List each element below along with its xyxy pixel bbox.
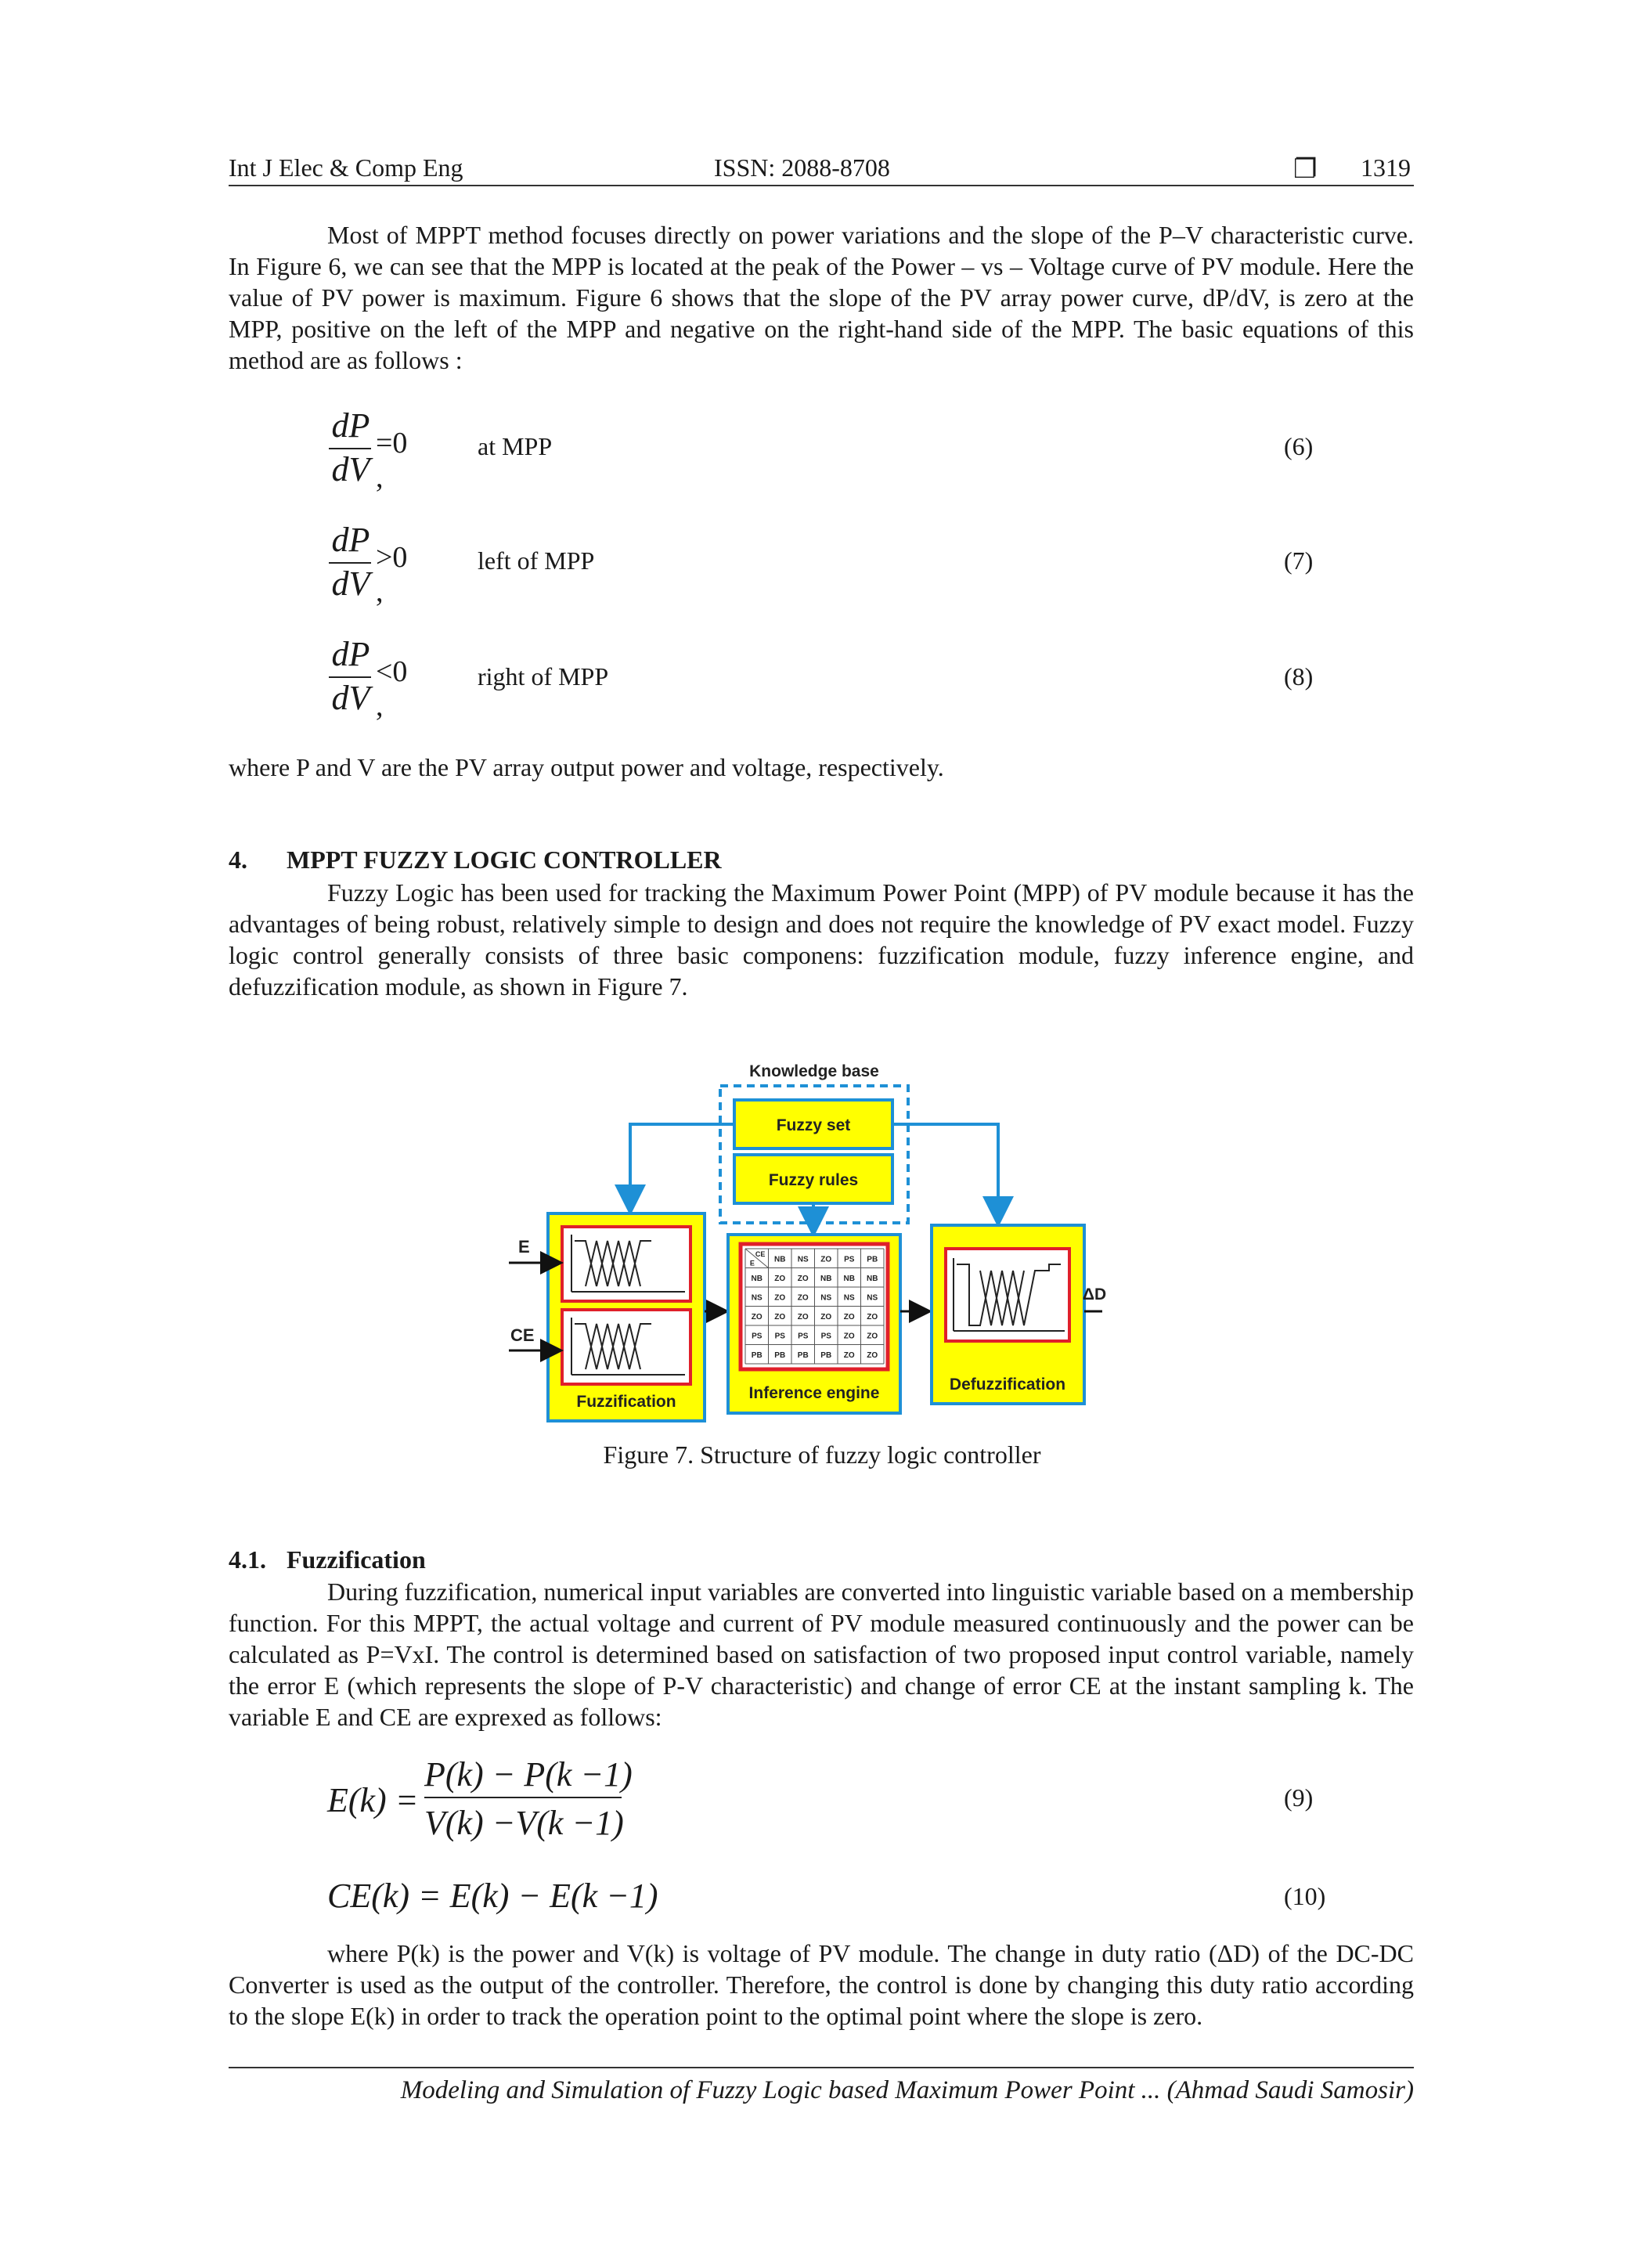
figure-caption: Figure 7. Structure of fuzzy logic controller [603,1440,1041,1469]
eq6-numerator: dP [331,406,370,445]
section-4-1-heading: Fuzzification [287,1545,426,1574]
journal-name: Int J Elec & Comp Eng [229,153,463,182]
rule-column-header: PS [844,1255,855,1264]
rule-cell: ZO [843,1313,855,1322]
closing-paragraph: where P(k) is the power and V(k) is voltage of PV module. The change in duty ratio (ΔD) of the DC-DC Converter is used as the output of the controller. Therefore, the control is done by changing this duty ratio according to the slope E(k) in order to track the operation point to the optimal point where the slope is zero. [229,1939,1414,2030]
rule-cell: PS [774,1332,785,1341]
eq7-denominator: dV [331,564,370,603]
section-4-heading: MPPT FUZZY LOGIC CONTROLLER [287,846,722,874]
eq8-numerator: dP [331,635,370,673]
rule-cell: ZO [797,1313,809,1322]
rule-cell: ZO [797,1293,809,1303]
eq9-label: (9) [1284,1783,1314,1812]
ce-membership-chart [562,1310,690,1384]
rule-column-header: NB [774,1255,786,1264]
rule-cell: ZO [774,1313,786,1322]
footer-rule [229,2067,1414,2068]
rule-cell: NB [820,1275,832,1284]
rule-cell: ZO [867,1313,878,1322]
rule-cell: NS [843,1293,855,1303]
rule-cell: PB [797,1351,809,1361]
rule-cell: PB [774,1351,786,1361]
rule-column-header: NS [797,1255,809,1264]
eq6-label: (6) [1284,432,1314,460]
eq9-denominator: V(k) −V(k −1) [424,1804,624,1842]
header-rule [229,185,1414,186]
rule-cell: NB [843,1275,855,1284]
section-4-number: 4. [229,846,247,874]
rule-cell: NB [867,1275,878,1284]
eq7-relation: >0 , [376,541,408,608]
rule-cell: PS [820,1332,831,1341]
rule-cell: ZO [774,1275,786,1284]
rule-cell: PB [820,1351,832,1361]
rule-cell: ZO [867,1332,878,1341]
eq7-label: (7) [1284,546,1314,575]
eq8-label: (8) [1284,662,1314,690]
rule-column-header: ZO [820,1255,832,1264]
footer-text: Modeling and Simulation of Fuzzy Logic based Maximum Power Point ... (Ahmad Saudi Samosir) [400,2076,1414,2104]
eq6-relation: =0 , [376,427,408,494]
rule-row-header: PB [751,1351,763,1361]
rule-cell: ZO [867,1351,878,1361]
eq9-lhs: E(k) = [327,1781,419,1819]
fuzzy-rules-label: Fuzzy rules [768,1171,859,1189]
rule-corner-ce: CE [755,1250,766,1258]
fuzzification-label: Fuzzification [576,1393,676,1411]
fuzzy-controller-diagram [493,1053,1107,1429]
output-label: ΔD [1082,1285,1107,1303]
rule-cell: PS [798,1332,809,1341]
page-number: 1319 [1361,153,1411,182]
knowledge-base-label: Knowledge base [749,1062,879,1080]
eq8-condition: right of MPP [478,662,609,690]
eq7-numerator: dP [331,521,370,559]
issn: ISSN: 2088-8708 [714,153,890,182]
eq6-denominator: dV [331,450,370,489]
eq10: CE(k) = E(k) − E(k −1) [327,1877,658,1915]
rule-column-header: PB [867,1255,878,1264]
inference-engine-label: Inference engine [748,1384,880,1402]
intro-paragraph: Most of MPPT method focuses directly on power variations and the slope of the P–V characteristic curve. In Figure 6, we can see that the MPP is located at the peak of the Power – vs – Voltage curve of PV module. Here the value of PV power is maximum. Figure 6 shows that the slope of the PV array power curve, dP/dV, is zero at the MPP, positive on the left of the MPP and negative on the right-hand side of the MPP. The basic equations of this method are as follows : [229,221,1414,374]
fuzzy-set-label: Fuzzy set [776,1116,851,1134]
eq8-denominator: dV [331,679,370,717]
rule-cell: ZO [820,1313,832,1322]
eq10-label: (10) [1284,1882,1326,1910]
where-text: where P and V are the PV array output power and voltage, respectively. [229,753,944,781]
section-4-1-number: 4.1. [229,1545,266,1574]
rule-cell: ZO [843,1351,855,1361]
box-icon: ❐ [1293,155,1318,184]
section-4-paragraph: Fuzzy Logic has been used for tracking the Maximum Power Point (MPP) of PV module because it has the advantages of being robust, relatively simple to design and does not require the knowledge of PV exact model. Fuzzy logic control generally consists of three basic componens: fuzzification module, fuzzy inference engine, and defuzzification module, as shown in Figure 7. [229,878,1414,1001]
eq6-condition: at MPP [478,432,553,460]
eq7-condition: left of MPP [478,546,595,575]
eq9-bar [424,1797,622,1798]
rule-cell: NS [867,1293,878,1303]
eq9-numerator: P(k) − P(k −1) [424,1755,633,1794]
e-membership-chart [562,1227,690,1301]
rule-cell: NS [820,1293,832,1303]
section-4-1-paragraph: During fuzzification, numerical input variables are converted into linguistic variable based on a membership function. For this MPPT, the actual voltage and current of PV module measured continuously and the power can be calculated as P=VxI. The control is determined based on satisfaction of two proposed input control variable, namely the error E (which represents the slope of P-V characteristic) and change of error CE at the instant sampling k. The variable E and CE are exprexed as follows: [229,1578,1414,1731]
rule-row-header: NS [751,1293,763,1303]
rule-cell: ZO [774,1293,786,1303]
rule-row-header: NB [751,1275,763,1284]
rule-row-header: PS [752,1332,763,1341]
rule-corner-e: E [749,1259,755,1267]
rule-cell: ZO [797,1275,809,1284]
defuzzification-label: Defuzzification [949,1376,1066,1394]
eq8-relation: <0 , [376,655,408,723]
input-ce-label: CE [510,1325,535,1345]
input-e-label: E [518,1237,530,1257]
rule-cell: ZO [843,1332,855,1341]
rule-row-header: ZO [751,1313,763,1322]
